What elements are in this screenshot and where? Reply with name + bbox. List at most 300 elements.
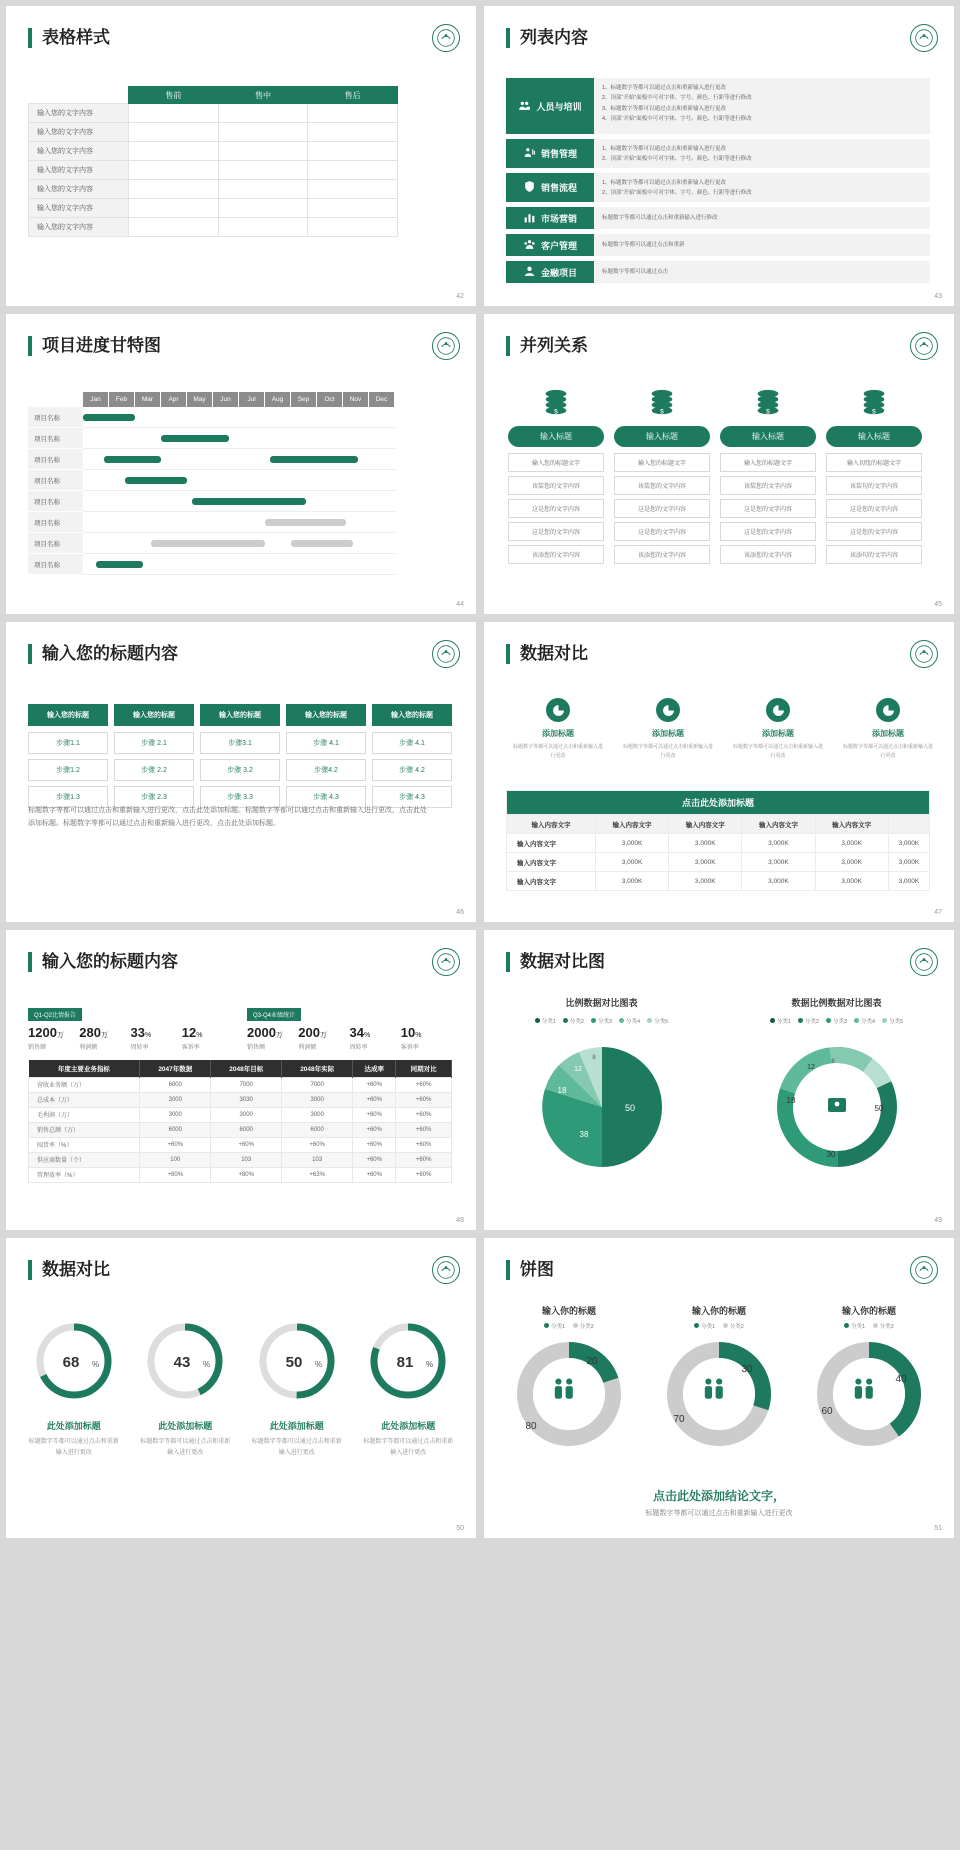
legend-item [535, 1017, 556, 1025]
column-cell: 输入您的标题文字 [614, 453, 710, 472]
table-cell: 7000 [211, 1077, 282, 1092]
donut-legend [494, 1322, 644, 1330]
legend-label: 分类1 [776, 1019, 791, 1025]
ring-title: 此处添加标题 [158, 1421, 213, 1431]
step-item[interactable]: 步骤1.2 [28, 759, 108, 781]
table-cell: 100 [140, 1152, 211, 1167]
kpi-value [247, 1025, 298, 1040]
page-number: 50 [456, 1525, 464, 1532]
list-item-body: 标题数字等都可以通过点击 [594, 261, 930, 283]
step-item[interactable]: 步骤1.1 [28, 732, 108, 754]
table-cell: +60% [353, 1077, 396, 1092]
donut-label: 40 [895, 1374, 907, 1385]
table-cell: +63% [282, 1167, 353, 1182]
gantt-row [28, 470, 396, 491]
step-column-header: 输入您的标题 [286, 704, 366, 726]
column-cell: 该添您的文字内容 [508, 545, 604, 564]
table-cell: 3,000K [669, 853, 742, 872]
brand-logo-icon [910, 948, 938, 976]
page-title: 数据对比 [506, 644, 588, 664]
column-cell: 这是您的文字内容 [720, 499, 816, 518]
step-column [372, 704, 452, 813]
table-cell [129, 199, 219, 218]
shield-icon [523, 180, 536, 195]
page-number: 49 [934, 1217, 942, 1224]
doughnut-chart [742, 1035, 932, 1185]
gantt-bar [265, 519, 346, 526]
progress-ring-card [241, 1318, 353, 1459]
body-paragraph: 标题数字等都可以通过点击和重新输入进行更改，点击此处添加标题。标题数字等都可以通过点击和重新输入进行更改，点击此处添加标题。标题数字等都可以通过点击和重新输入进行更改，点击此处添加标题。 [28, 807, 427, 828]
table-cell: +60% [353, 1152, 396, 1167]
progress-unit: % [426, 1360, 434, 1369]
metric-desc: 标题数字等都可以通过点击和重新输入进行更改 [842, 744, 933, 759]
table-cell: 3000 [140, 1107, 211, 1122]
svg-text:$: $ [554, 408, 558, 416]
progress-rings [18, 1318, 464, 1459]
brand-logo-icon [432, 332, 460, 360]
table-header-cell: 达成率 [353, 1060, 396, 1077]
kpi-unit: 万 [100, 1032, 108, 1039]
list-item-label: 客户管理 [540, 240, 577, 251]
table-cell [218, 218, 308, 237]
step-item[interactable]: 步骤4.2 [286, 759, 366, 781]
slide-50 [6, 1238, 476, 1538]
slide-42 [6, 6, 476, 306]
step-item[interactable]: 步骤 4.3 [372, 786, 452, 808]
page-number: 47 [934, 909, 942, 916]
metric-title: 添加标题 [652, 729, 684, 738]
hand-coin-icon [523, 265, 536, 280]
kpi-number: 33 [130, 1025, 145, 1040]
list-item[interactable] [506, 234, 930, 256]
comparison-table [506, 790, 930, 891]
page-number: 48 [456, 1217, 464, 1224]
step-column [28, 704, 108, 813]
page-title: 饼图 [506, 1260, 554, 1280]
kpi-value [401, 1025, 452, 1040]
table-cell [308, 199, 398, 218]
kpi-number: 2000 [247, 1025, 276, 1040]
table-cell: 6000 [211, 1122, 282, 1137]
kpi-unit: 万 [56, 1032, 64, 1039]
brand-logo-icon [432, 640, 460, 668]
step-column-header: 输入您的标题 [28, 704, 108, 726]
donut-title: 输入你的标题 [841, 1306, 896, 1316]
legend-label: 分类2 [729, 1324, 744, 1330]
progress-unit: % [203, 1360, 211, 1369]
gantt-row [28, 533, 396, 554]
column-cell: 该装您的文字内容 [508, 476, 604, 495]
legend-label: 分类5 [889, 1019, 904, 1025]
table-cell: 输入您的文字内容 [29, 199, 129, 218]
column-cell: 该装句的文字内容 [826, 476, 922, 495]
brand-logo-icon [910, 332, 938, 360]
step-item[interactable]: 步骤 2.2 [114, 759, 194, 781]
table-cell: +60% [396, 1137, 452, 1152]
brand-logo-icon [432, 948, 460, 976]
table-cell [308, 123, 398, 142]
progress-unit: % [314, 1360, 322, 1369]
metric-cards [506, 698, 940, 760]
parallel-column [826, 388, 922, 568]
step-column-header: 输入您的标题 [200, 704, 280, 726]
table-header-cell: 输入内容文字 [595, 815, 668, 834]
list-item-label: 市场营销 [540, 213, 577, 224]
pie-icon [656, 698, 680, 722]
metric-desc: 标题数字等都可以通过点击和重新输入进行更改 [512, 744, 603, 759]
gantt-row-label: 项目名称 [28, 512, 83, 533]
table-cell: +60% [396, 1122, 452, 1137]
step-item[interactable]: 步骤 4.3 [286, 786, 366, 808]
kpi-item [401, 1025, 452, 1051]
kpi-number: 12 [181, 1025, 197, 1040]
legend-item [826, 1017, 847, 1025]
progress-ring [31, 1318, 117, 1404]
kpi-item [79, 1025, 130, 1051]
page-title: 项目进度甘特图 [28, 336, 161, 356]
parallel-columns [508, 388, 922, 568]
gantt-month: Mar [135, 392, 161, 407]
ring-desc: 标题数字等都可以通过点击和重新输入进行更改 [28, 1439, 119, 1456]
list-item[interactable] [506, 173, 930, 202]
gantt-month: May [187, 392, 213, 407]
list-item-body: 标题数字等都可以通过点击和重新输入进行修改 [594, 207, 930, 229]
progress-value: 43 [173, 1354, 191, 1371]
table-row [29, 123, 398, 142]
donut-card [644, 1304, 794, 1459]
brand-logo-icon [432, 24, 460, 52]
donut-chart [509, 1334, 629, 1454]
table-cell [129, 123, 219, 142]
kpi-value [298, 1025, 349, 1040]
table-cell [308, 180, 398, 199]
legend-item [882, 1017, 903, 1025]
metric-card [726, 698, 830, 760]
page-title: 输入您的标题内容 [28, 952, 178, 972]
table-cell: +60% [353, 1107, 396, 1122]
gantt-track [83, 554, 396, 575]
table-cell: 3000 [282, 1107, 353, 1122]
table-cell: 输入您的文字内容 [29, 123, 129, 142]
table-cell: 3,000K [742, 834, 815, 853]
svg-text:$: $ [872, 408, 876, 416]
list-item-body [594, 139, 930, 168]
list-item-tag [506, 139, 594, 168]
column-cell: 输入切纽的标题文字 [826, 453, 922, 472]
column-cell: 这是您的文字内容 [614, 499, 710, 518]
page-number: 43 [934, 293, 942, 300]
step-item[interactable]: 步骤 2.1 [114, 732, 194, 754]
kpi-label: 客诉率 [400, 1045, 419, 1051]
table-header-cell: 2048年实际 [282, 1060, 353, 1077]
legend-item [563, 1017, 584, 1025]
step-item[interactable]: 步骤 3.3 [200, 786, 280, 808]
gantt-row-label: 项目名称 [28, 449, 83, 470]
column-cell: 该添您的文字内容 [614, 545, 710, 564]
pie-icon [546, 698, 570, 722]
gantt-month: Feb [109, 392, 135, 407]
legend-label: 分类5 [654, 1019, 669, 1025]
list-item[interactable] [506, 78, 930, 134]
ring-title: 此处添加标题 [269, 1421, 324, 1431]
kpi-label: 销售额 [28, 1045, 47, 1051]
table-cell [308, 104, 398, 123]
metric-title: 添加标题 [542, 729, 574, 738]
table-cell: 输入内容文字 [507, 834, 596, 853]
column-caption: 输入标题 [826, 426, 922, 447]
table-cell: +60% [396, 1092, 452, 1107]
kpi-item [131, 1025, 182, 1051]
table-cell: 3,000K [595, 834, 668, 853]
metric-title: 添加标题 [762, 729, 794, 738]
table-cell [218, 142, 308, 161]
gantt-bar [161, 435, 229, 442]
page-title: 表格样式 [28, 28, 110, 48]
coins-icon [508, 388, 604, 426]
kpi-unit: 万 [319, 1032, 327, 1039]
table-row [29, 1167, 452, 1182]
column-cell: 该添句的文字内容 [826, 545, 922, 564]
table-header-cell: 2048年目标 [211, 1060, 282, 1077]
gantt-row [28, 512, 396, 533]
table-cell [218, 180, 308, 199]
gantt-row-label: 项目名称 [28, 491, 83, 512]
table-banner-row [507, 791, 930, 815]
donut-title: 输入你的标题 [691, 1306, 746, 1316]
parallel-column [720, 388, 816, 568]
table-cell: 输入您的文字内容 [29, 104, 129, 123]
list-item-line: 2、顶部“开始”面板中可对字体、字号、颜色、行距等进行修改 [602, 190, 752, 197]
list-item-line: 1、标题数字等都可以通过点击和重新输入进行更改 [602, 146, 727, 152]
table-cell [308, 142, 398, 161]
gantt-month: Oct [317, 392, 343, 407]
list-item[interactable] [506, 261, 930, 283]
table-cell: +60% [353, 1092, 396, 1107]
gantt-bar [291, 540, 353, 547]
ring-title: 此处添加标题 [381, 1421, 436, 1431]
gantt-track [83, 533, 396, 554]
table-cell: 3,000K [595, 872, 668, 891]
page-number: 51 [934, 1525, 942, 1532]
table-cell: +60% [353, 1122, 396, 1137]
table-row [29, 1137, 452, 1152]
column-cell: 这是您的文字内容 [508, 499, 604, 518]
table-cell [308, 218, 398, 237]
table-row [29, 218, 398, 237]
table-cell: +60% [140, 1167, 211, 1182]
table-cell: +60% [282, 1137, 353, 1152]
table-header-cell: 售后 [308, 87, 398, 104]
pie-label: 18 [557, 1086, 566, 1095]
people-icon [518, 99, 531, 114]
gantt-row [28, 554, 396, 575]
kpi-value [79, 1025, 130, 1040]
table-row [29, 1152, 452, 1167]
donut-label: 30 [741, 1364, 753, 1375]
user-chart-icon [523, 146, 536, 161]
indicator-table [28, 1060, 452, 1183]
donut-legend [644, 1322, 794, 1330]
step-item[interactable]: 步骤 3.2 [200, 759, 280, 781]
column-cell: 输入您的标题文字 [720, 453, 816, 472]
step-column [114, 704, 194, 813]
list-item[interactable] [506, 139, 930, 168]
metric-title: 添加标题 [872, 729, 904, 738]
donut-legend [794, 1322, 944, 1330]
table-cell [308, 161, 398, 180]
table-cell: 3000 [140, 1092, 211, 1107]
gantt-row [28, 449, 396, 470]
list-item-body: 标题数字等都可以通过点击和重新 [594, 234, 930, 256]
pie-label: 50 [624, 1103, 635, 1113]
ring-title: 此处添加标题 [46, 1421, 101, 1431]
table-cell: 毛利润（万） [29, 1107, 140, 1122]
pie-label: 12 [573, 1066, 582, 1073]
bar-chart-icon [523, 211, 536, 226]
gantt-track [83, 512, 396, 533]
table-cell: +60% [140, 1137, 211, 1152]
table-cell: 3,000K [742, 853, 815, 872]
styled-table [28, 86, 398, 237]
kpi-unit: % [363, 1032, 371, 1039]
legend-label: 分类1 [851, 1324, 866, 1330]
donut-label: 70 [673, 1414, 685, 1425]
table-cell: 输入您的文字内容 [29, 161, 129, 180]
slide-44 [6, 314, 476, 614]
gantt-track [83, 407, 396, 428]
chart-title: 比例数据对比图表 [565, 998, 638, 1008]
progress-value: 50 [285, 1354, 303, 1371]
table-row [29, 199, 398, 218]
legend-label: 分类1 [701, 1324, 716, 1330]
kpi-group-tag: Q1-Q2比情报告 [28, 1008, 82, 1021]
doughnut-chart-panel [719, 996, 954, 1190]
table-cell: 3,000K [669, 872, 742, 891]
step-column [286, 704, 366, 813]
table-cell [218, 161, 308, 180]
gantt-month: Jul [239, 392, 265, 407]
progress-ring-card [353, 1318, 465, 1459]
table-header-cell: 输入内容文字 [507, 815, 596, 834]
table-header-row [29, 1060, 452, 1077]
step-item[interactable]: 步骤3.1 [200, 732, 280, 754]
brand-logo-icon [910, 24, 938, 52]
legend-item [647, 1017, 668, 1025]
donut-label: 8 [830, 1059, 835, 1065]
table-cell: 总成本（万） [29, 1092, 140, 1107]
column-cell: 该装您的文字内容 [614, 476, 710, 495]
table-cell: 7000 [282, 1077, 353, 1092]
step-item[interactable]: 步骤 4.1 [372, 732, 452, 754]
step-item[interactable]: 步骤 4.2 [372, 759, 452, 781]
legend-label: 分类4 [861, 1019, 876, 1025]
list-item-line: 1、标题数字等都可以通过点击和重新输入进行更改 [602, 85, 727, 91]
kpi-value [28, 1025, 79, 1040]
table-cell: +80% [211, 1167, 282, 1182]
kpi-item [247, 1025, 298, 1051]
donut-label: 12 [806, 1064, 815, 1071]
slide-45 [484, 314, 954, 614]
table-row [507, 853, 930, 872]
table-cell: 销售总额（万） [29, 1122, 140, 1137]
donut-card [794, 1304, 944, 1459]
kpi-number: 10 [400, 1025, 416, 1040]
page-title: 输入您的标题内容 [28, 644, 178, 664]
page-number: 45 [934, 601, 942, 608]
step-item[interactable]: 步骤1.3 [28, 786, 108, 808]
gantt-track [83, 449, 396, 470]
column-cell: 该装您的文字内容 [720, 476, 816, 495]
kpi-label: 利润额 [79, 1045, 98, 1051]
gantt-row-label: 项目名称 [28, 428, 83, 449]
table-row [507, 834, 930, 853]
conclusion-text: 点击此处添加结论文字， [652, 1489, 785, 1503]
step-column-header: 输入您的标题 [372, 704, 452, 726]
table-cell: 3,000K [815, 872, 888, 891]
table-cell: 3,000K [669, 834, 742, 853]
legend-label: 分类1 [551, 1324, 566, 1330]
page-number: 46 [456, 909, 464, 916]
kpi-unit: % [415, 1032, 422, 1039]
kpi-label: 客诉率 [181, 1045, 200, 1051]
donut-label: 20 [586, 1356, 598, 1367]
list-item-tag [506, 207, 594, 229]
table-banner: 点击此处添加标题 [507, 791, 930, 815]
list-item-line: 4、顶部“开始”面板中可对字体、字号、颜色、行距等进行修改 [602, 116, 752, 123]
list-item-tag [506, 261, 594, 283]
table-row [29, 180, 398, 199]
kpi-item [182, 1025, 233, 1051]
gantt-month: Aug [265, 392, 291, 407]
table-row [29, 1122, 452, 1137]
table-header-cell [888, 815, 929, 834]
gantt-bar [96, 561, 143, 568]
table-row [29, 142, 398, 161]
pie-icon [766, 698, 790, 722]
legend-item [770, 1017, 791, 1025]
brand-logo-icon [910, 1256, 938, 1284]
list-item-label: 销售流程 [540, 183, 577, 193]
gantt-month: Jun [213, 392, 239, 407]
kpi-unit: % [144, 1032, 152, 1039]
step-item[interactable]: 步骤 2.3 [114, 786, 194, 808]
coins-icon [614, 388, 710, 426]
list-item-tag [506, 234, 594, 256]
gantt-month: Dec [369, 392, 395, 407]
progress-ring-card [18, 1318, 130, 1459]
table-cell [129, 161, 219, 180]
slide-49 [484, 930, 954, 1230]
donut-title: 输入你的标题 [541, 1306, 596, 1316]
brand-logo-icon [432, 1256, 460, 1284]
donut-card [494, 1304, 644, 1459]
list-item[interactable] [506, 207, 930, 229]
kpi-row [28, 1025, 233, 1051]
gantt-track [83, 470, 396, 491]
table-cell: +60% [396, 1152, 452, 1167]
table-cell: +60% [396, 1167, 452, 1182]
table-header-cell: 售中 [218, 87, 308, 104]
table-cell: 3,000K [815, 853, 888, 872]
table-cell: +60% [211, 1137, 282, 1152]
gantt-track [83, 491, 396, 512]
page-title: 列表内容 [506, 28, 588, 48]
slide-47 [484, 622, 954, 922]
donut-label: 50 [874, 1104, 883, 1113]
step-item[interactable]: 步骤 4.1 [286, 732, 366, 754]
column-cell: 这是您的文字内容 [826, 499, 922, 518]
table-cell [218, 104, 308, 123]
